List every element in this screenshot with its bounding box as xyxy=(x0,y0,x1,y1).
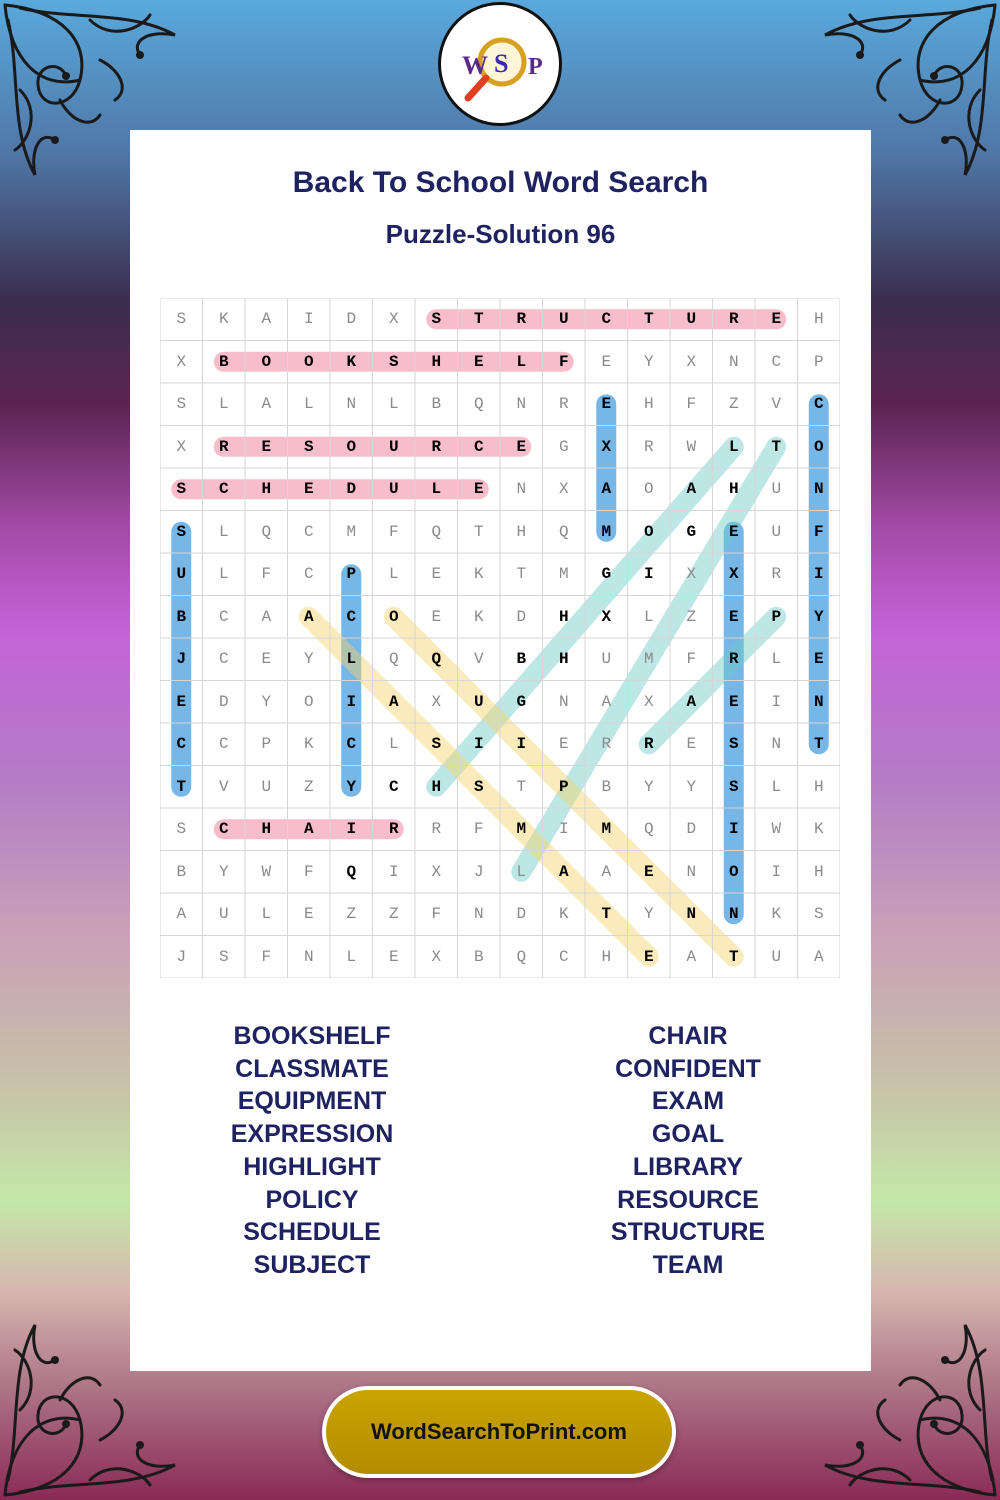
grid-cell: L xyxy=(388,735,399,754)
grid-cell: Y xyxy=(303,650,314,669)
grid-cell: E xyxy=(558,735,569,754)
grid-cell: S xyxy=(388,352,399,371)
grid-cell: L xyxy=(771,650,782,669)
grid-cell: L xyxy=(516,352,527,371)
grid-cell: C xyxy=(303,522,314,541)
grid-cell: Z xyxy=(686,607,697,626)
grid-cell: Y xyxy=(686,777,697,796)
grid-cell: Q xyxy=(643,820,654,839)
grid-cell: F xyxy=(686,650,697,669)
grid-cell: I xyxy=(473,735,484,754)
grid-cell: A xyxy=(558,862,569,881)
grid-cell: O xyxy=(303,352,314,371)
grid-cell: C xyxy=(346,607,357,626)
grid-cell: T xyxy=(473,522,484,541)
grid-cell: R xyxy=(601,735,612,754)
grid-cell: I xyxy=(303,310,314,329)
grid-cell: C xyxy=(218,820,229,839)
grid-cell: A xyxy=(261,607,272,626)
grid-cell: L xyxy=(218,395,229,414)
grid-cell: V xyxy=(473,650,484,669)
grid-cell: X xyxy=(176,437,187,456)
grid-cell: F xyxy=(388,522,399,541)
grid-cell: C xyxy=(218,650,229,669)
grid-cell: T xyxy=(813,735,824,754)
grid-cell: E xyxy=(686,735,697,754)
grid-cell: L xyxy=(346,650,357,669)
grid-cell: S xyxy=(176,395,187,414)
grid-cell: U xyxy=(176,565,187,584)
grid-cell: X xyxy=(176,352,187,371)
grid-cell: L xyxy=(388,565,399,584)
grid-cell: D xyxy=(346,310,357,329)
grid-cell: K xyxy=(346,352,357,371)
word-grid xyxy=(160,298,840,978)
grid-cell: B xyxy=(516,650,527,669)
grid-cell: H xyxy=(431,777,442,796)
grid-cell: X xyxy=(431,947,442,966)
grid-cell: E xyxy=(176,692,187,711)
grid-cell: N xyxy=(473,905,484,924)
grid-cell: F xyxy=(261,947,272,966)
grid-cell: N xyxy=(728,905,739,924)
grid-cell: S xyxy=(176,480,187,499)
grid-cell: S xyxy=(176,310,187,329)
grid-cell: F xyxy=(558,352,569,371)
grid-cell: I xyxy=(813,565,824,584)
grid-cell: N xyxy=(303,947,314,966)
grid-cell: H xyxy=(601,947,612,966)
grid-cell: X xyxy=(686,565,697,584)
grid-cell: L xyxy=(516,862,527,881)
grid-cell: M xyxy=(346,522,357,541)
grid-cell: L xyxy=(303,395,314,414)
grid-cell: N xyxy=(558,692,569,711)
grid-cell: W xyxy=(771,820,782,839)
grid-cell: E xyxy=(431,565,442,584)
grid-cell: L xyxy=(643,607,654,626)
grid-cell: C xyxy=(813,395,824,414)
grid-cell: R xyxy=(728,650,739,669)
grid-cell: N xyxy=(686,905,697,924)
grid-cell: Q xyxy=(431,650,442,669)
grid-cell: G xyxy=(686,522,697,541)
grid-cell: O xyxy=(388,607,399,626)
website-label: WordSearchToPrint.com xyxy=(371,1419,627,1444)
grid-cell: L xyxy=(728,437,739,456)
grid-cell: Q xyxy=(431,522,442,541)
grid-cell: X xyxy=(558,480,569,499)
grid-cell: L xyxy=(771,777,782,796)
grid-cell: B xyxy=(176,862,187,881)
grid-cell: Z xyxy=(346,905,357,924)
grid-cell: U xyxy=(601,650,612,669)
grid-cell: T xyxy=(176,777,187,796)
grid-cell: Y xyxy=(261,692,272,711)
grid-cell: U xyxy=(771,947,782,966)
grid-cell: E xyxy=(601,395,612,414)
grid-cell: S xyxy=(728,735,739,754)
grid-cell: X xyxy=(388,310,399,329)
grid-cell: X xyxy=(686,352,697,371)
grid-cell: X xyxy=(601,437,612,456)
grid-cell: F xyxy=(473,820,484,839)
grid-cell: K xyxy=(473,607,484,626)
grid-cell: H xyxy=(261,480,272,499)
grid-cell: I xyxy=(728,820,739,839)
grid-cell: N xyxy=(813,692,824,711)
logo-letter-w: W xyxy=(462,51,488,80)
grid-cell: F xyxy=(261,565,272,584)
grid-cell: U xyxy=(771,522,782,541)
grid-cell: Y xyxy=(643,352,654,371)
grid-cell: C xyxy=(176,735,187,754)
grid-cell: E xyxy=(303,480,314,499)
grid-cell: H xyxy=(728,480,739,499)
grid-cell: C xyxy=(218,480,229,499)
grid-cell: U xyxy=(388,480,399,499)
grid-cell: F xyxy=(431,905,442,924)
grid-cell: T xyxy=(516,777,527,796)
grid-cell: R xyxy=(431,820,442,839)
grid-cell: E xyxy=(431,607,442,626)
grid-cell: K xyxy=(813,820,824,839)
grid-cell: D xyxy=(346,480,357,499)
grid-cell: A xyxy=(303,607,314,626)
grid-cell: A xyxy=(601,692,612,711)
grid-cell: J xyxy=(176,947,187,966)
grid-cell: I xyxy=(346,820,357,839)
grid-cell: E xyxy=(261,437,272,456)
grid-cell: F xyxy=(303,862,314,881)
grid-cell: U xyxy=(558,310,569,329)
letter-grid xyxy=(160,298,840,978)
grid-cell: H xyxy=(558,607,569,626)
grid-cell: S xyxy=(813,905,824,924)
grid-cell: C xyxy=(303,565,314,584)
grid-cell: L xyxy=(218,565,229,584)
word-list-item: EXAM xyxy=(651,1087,725,1116)
word-list-right xyxy=(538,1020,838,1282)
grid-cell: G xyxy=(558,437,569,456)
grid-cell: I xyxy=(771,862,782,881)
grid-cell: N xyxy=(686,862,697,881)
grid-cell: W xyxy=(261,862,272,881)
grid-cell: D xyxy=(516,905,527,924)
grid-cell: O xyxy=(813,437,824,456)
grid-cell: E xyxy=(303,905,314,924)
grid-cell: A xyxy=(261,310,272,329)
grid-cell: E xyxy=(771,310,782,329)
grid-cell: B xyxy=(176,607,187,626)
grid-cell: T xyxy=(771,437,782,456)
grid-cell: E xyxy=(643,862,654,881)
word-list-left xyxy=(162,1020,462,1282)
word-list-item: GOAL xyxy=(651,1120,725,1149)
grid-cell: W xyxy=(686,437,697,456)
grid-cell: Y xyxy=(218,862,229,881)
word-list-item: HIGHLIGHT xyxy=(243,1152,381,1181)
puzzle-panel xyxy=(130,130,871,1371)
word-list-item: CONFIDENT xyxy=(615,1054,761,1083)
grid-cell: S xyxy=(218,947,229,966)
grid-cell: K xyxy=(303,735,314,754)
grid-cell: M xyxy=(516,820,527,839)
grid-cell: K xyxy=(771,905,782,924)
word-list-item: RESOURCE xyxy=(617,1185,759,1214)
grid-cell: R xyxy=(643,437,654,456)
grid-cell: F xyxy=(686,395,697,414)
grid-cell: E xyxy=(643,947,654,966)
grid-cell: H xyxy=(261,820,272,839)
grid-cell: M xyxy=(601,820,612,839)
grid-cell: Y xyxy=(346,777,357,796)
word-list-item: STRUCTURE xyxy=(610,1218,766,1247)
grid-cell: P xyxy=(771,607,782,626)
page-subtitle: Puzzle-Solution 96 xyxy=(385,219,616,249)
grid-cell: U xyxy=(261,777,272,796)
website-button[interactable] xyxy=(322,1386,676,1478)
grid-cell: J xyxy=(473,862,484,881)
grid-cell: Z xyxy=(303,777,314,796)
grid-cell: E xyxy=(728,607,739,626)
grid-cell: R xyxy=(643,735,654,754)
grid-cell: I xyxy=(558,820,569,839)
grid-cell: M xyxy=(601,522,612,541)
grid-cell: H xyxy=(516,522,527,541)
grid-cell: S xyxy=(176,820,187,839)
grid-cell: L xyxy=(431,480,442,499)
grid-cell: O xyxy=(303,692,314,711)
grid-cell: R xyxy=(771,565,782,584)
grid-cell: V xyxy=(218,777,229,796)
logo-letter-p: P xyxy=(528,54,543,80)
grid-cell: K xyxy=(218,310,229,329)
grid-cell: L xyxy=(346,947,357,966)
grid-cell: A xyxy=(601,480,612,499)
grid-cell: I xyxy=(516,735,527,754)
word-list-item: TEAM xyxy=(652,1250,724,1279)
grid-cell: D xyxy=(516,607,527,626)
grid-cell: X xyxy=(601,607,612,626)
word-list-item: SUBJECT xyxy=(253,1250,371,1279)
grid-cell: B xyxy=(601,777,612,796)
word-list-item: CLASSMATE xyxy=(235,1054,389,1083)
grid-cell: M xyxy=(558,565,569,584)
grid-cell: S xyxy=(176,522,187,541)
grid-cell: C xyxy=(601,310,612,329)
grid-cell: O xyxy=(643,480,654,499)
grid-cell: Z xyxy=(728,395,739,414)
grid-cell: G xyxy=(516,692,527,711)
grid-cell: Q xyxy=(388,650,399,669)
grid-cell: S xyxy=(431,310,442,329)
grid-cell: H xyxy=(813,310,824,329)
grid-cell: H xyxy=(558,650,569,669)
grid-cell: D xyxy=(218,692,229,711)
grid-cell: E xyxy=(473,352,484,371)
grid-cell: T xyxy=(643,310,654,329)
grid-cell: U xyxy=(686,310,697,329)
grid-cell: N xyxy=(516,480,527,499)
grid-cell: C xyxy=(346,735,357,754)
grid-cell: C xyxy=(771,352,782,371)
grid-cell: N xyxy=(728,352,739,371)
grid-cell: L xyxy=(218,522,229,541)
grid-cell: Q xyxy=(261,522,272,541)
grid-cell: R xyxy=(431,437,442,456)
grid-cell: E xyxy=(516,437,527,456)
grid-cell: N xyxy=(516,395,527,414)
word-list-item: LIBRARY xyxy=(632,1152,744,1181)
grid-cell: H xyxy=(813,777,824,796)
grid-cell: U xyxy=(218,905,229,924)
grid-cell: T xyxy=(728,947,739,966)
grid-cell: T xyxy=(516,565,527,584)
grid-cell: R xyxy=(728,310,739,329)
grid-cell: Y xyxy=(643,905,654,924)
grid-cell: Q xyxy=(558,522,569,541)
grid-cell: A xyxy=(303,820,314,839)
word-list-item: BOOKSHELF xyxy=(233,1022,391,1050)
grid-cell: R xyxy=(388,820,399,839)
grid-cell: E xyxy=(728,522,739,541)
grid-cell: M xyxy=(643,650,654,669)
grid-cell: R xyxy=(218,437,229,456)
grid-cell: C xyxy=(473,437,484,456)
word-list-item: EXPRESSION xyxy=(230,1120,394,1149)
grid-cell: C xyxy=(558,947,569,966)
grid-cell: Q xyxy=(346,862,357,881)
grid-cell: B xyxy=(431,395,442,414)
grid-cell: T xyxy=(473,310,484,329)
grid-cell: E xyxy=(813,650,824,669)
grid-cell: A xyxy=(686,480,697,499)
page-title: Back To School Word Search xyxy=(292,166,709,199)
word-list-item: CHAIR xyxy=(648,1022,728,1050)
grid-cell: S xyxy=(431,735,442,754)
grid-cell: E xyxy=(261,650,272,669)
grid-cell: C xyxy=(218,735,229,754)
wsp-logo xyxy=(438,2,562,126)
grid-cell: I xyxy=(771,692,782,711)
grid-cell: N xyxy=(771,735,782,754)
grid-cell: P xyxy=(346,565,357,584)
grid-cell: H xyxy=(643,395,654,414)
grid-cell: A xyxy=(601,862,612,881)
grid-cell: A xyxy=(261,395,272,414)
grid-cell: N xyxy=(813,480,824,499)
grid-cell: Y xyxy=(643,777,654,796)
grid-cell: O xyxy=(643,522,654,541)
grid-cell: B xyxy=(218,352,229,371)
grid-cell: Y xyxy=(813,607,824,626)
grid-cell: S xyxy=(473,777,484,796)
grid-cell: A xyxy=(813,947,824,966)
grid-cell: O xyxy=(346,437,357,456)
grid-cell: E xyxy=(473,480,484,499)
grid-cell: K xyxy=(558,905,569,924)
grid-cell: O xyxy=(261,352,272,371)
grid-cell: Z xyxy=(388,905,399,924)
logo-letter-s: S xyxy=(494,49,509,78)
grid-cell: Q xyxy=(516,947,527,966)
grid-cell: P xyxy=(813,352,824,371)
grid-cell: N xyxy=(346,395,357,414)
word-list-item: EQUIPMENT xyxy=(237,1087,387,1116)
grid-cell: I xyxy=(388,862,399,881)
grid-cell: O xyxy=(728,862,739,881)
grid-cell: V xyxy=(771,395,782,414)
grid-cell: J xyxy=(176,650,187,669)
grid-cell: P xyxy=(558,777,569,796)
grid-cell: R xyxy=(516,310,527,329)
grid-cell: E xyxy=(601,352,612,371)
grid-cell: X xyxy=(431,862,442,881)
grid-cell: H xyxy=(813,862,824,881)
grid-cell: E xyxy=(728,692,739,711)
grid-cell: U xyxy=(388,437,399,456)
grid-cell: A xyxy=(686,692,697,711)
grid-cell: U xyxy=(473,692,484,711)
grid-cell: Q xyxy=(473,395,484,414)
grid-cell: I xyxy=(643,565,654,584)
grid-cell: H xyxy=(431,352,442,371)
grid-cell: X xyxy=(728,565,739,584)
grid-cell: E xyxy=(388,947,399,966)
grid-cell: L xyxy=(388,395,399,414)
grid-cell: C xyxy=(218,607,229,626)
grid-cell: S xyxy=(728,777,739,796)
grid-cell: T xyxy=(601,905,612,924)
grid-cell: K xyxy=(473,565,484,584)
grid-cell: F xyxy=(813,522,824,541)
grid-cell: C xyxy=(388,777,399,796)
grid-cell: A xyxy=(176,905,187,924)
grid-cell: S xyxy=(303,437,314,456)
grid-cell: I xyxy=(346,692,357,711)
grid-cell: A xyxy=(686,947,697,966)
grid-cell: X xyxy=(643,692,654,711)
grid-cell: U xyxy=(771,480,782,499)
grid-cell: R xyxy=(558,395,569,414)
grid-cell: P xyxy=(261,735,272,754)
grid-cell: X xyxy=(431,692,442,711)
grid-cell: D xyxy=(686,820,697,839)
grid-cell: G xyxy=(601,565,612,584)
grid-cell: L xyxy=(261,905,272,924)
word-list-item: SCHEDULE xyxy=(243,1218,381,1247)
grid-cell: A xyxy=(388,692,399,711)
grid-cell: B xyxy=(473,947,484,966)
word-list-item: POLICY xyxy=(265,1185,359,1214)
